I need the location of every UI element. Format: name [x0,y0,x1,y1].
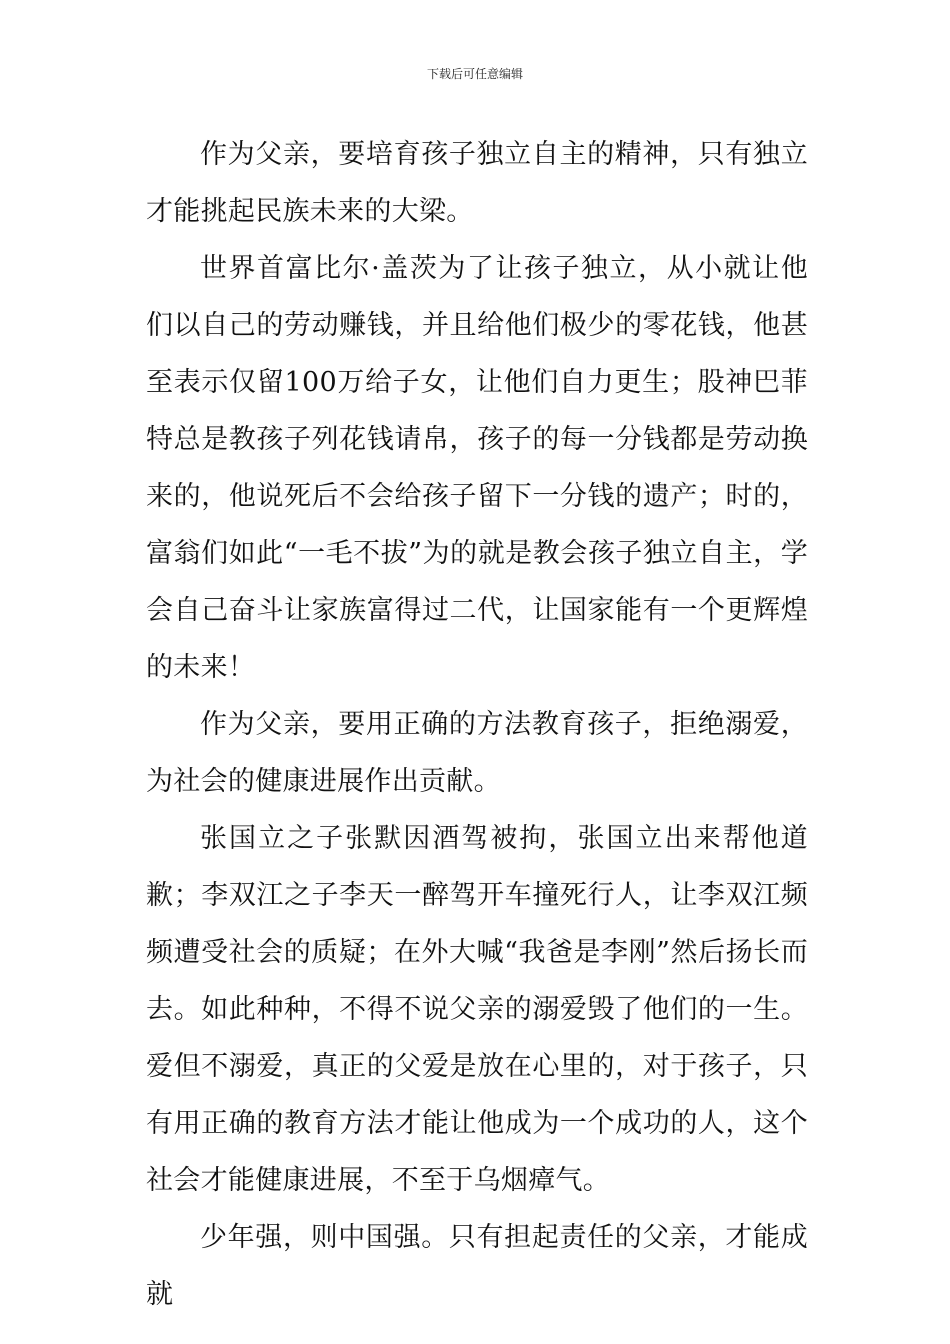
document-body [146,126,808,1323]
paragraph: 张国立之子张默因酒驾被拘，张国立出来帮他道歉；李双江之子李天一醉驾开车撞死行人，让李双江频频遭受社会的质疑；在外大喊“我爸是李刚”然后扬长而去。如此种种，不得不说父亲的溺爱毁了他们的一生。爱但不溺爱，真正的父爱是放在心里的，对于孩子，只有用正确的教育方法才能让他成为一个成功的人，这个社会才能健康进展，不至于乌烟瘴气。 [146,823,808,1196]
header-note: 下载后可任意编辑 [426,67,523,81]
paragraph: 少年强，则中国强。只有担起责任的父亲，才能成就 [146,1222,808,1310]
paragraph: 世界首富比尔·盖茨为了让孩子独立，从小就让他们以自己的劳动赚钱，并且给他们极少的零花钱，他甚至表示仅留100万给子女，让他们自力更生；股神巴菲特总是教孩子列花钱请帛，孩子的每一分钱都是劳动换来的，他说死后不会给孩子留下一分钱的遗产；时的，富翁们如此“一毛不拔”为的就是教会孩子独立自主，学会自己奋斗让家族富得过二代，让国家能有一个更辉煌的未来！ [146,253,808,683]
paragraph: 作为父亲，要培育孩子独立自主的精神，只有独立才能挑起民族未来的大梁。 [146,139,808,227]
paragraph: 作为父亲，要用正确的方法教育孩子，拒绝溺爱，为社会的健康进展作出贡献。 [146,709,808,797]
